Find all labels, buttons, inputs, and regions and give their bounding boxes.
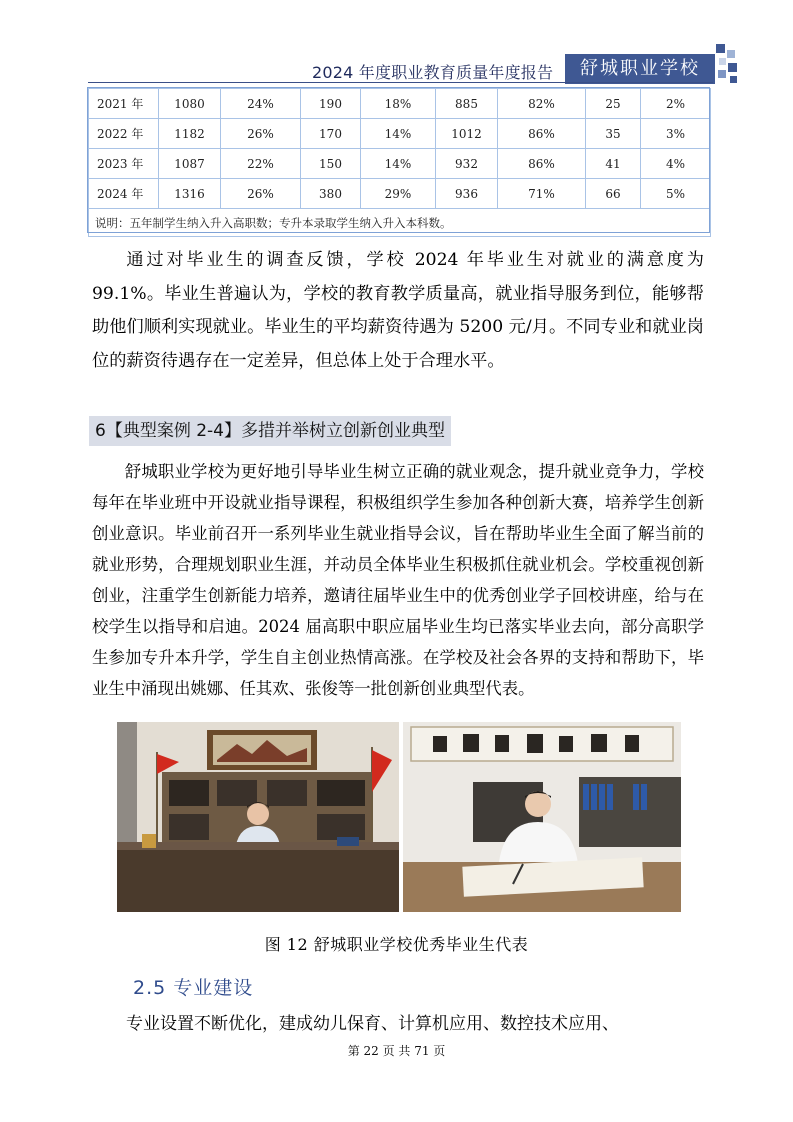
table-note: 说明：五年制学生纳入升入高职数；专升本录取学生纳入升入本科数。: [89, 209, 711, 237]
year-cell: 2023 年: [89, 149, 159, 179]
table-note-row: [89, 209, 711, 237]
graduate-destination-table: [88, 88, 711, 237]
decor-square: [718, 70, 726, 78]
case-paragraph: 舒城职业学校为更好地引导毕业生树立正确的就业观念，提升就业竞争力，学校每年在毕业班中开设就业指导课程，积极组织学生参加各种创新大赛，培养学生创新创业意识。毕业前召开一系列毕业生就业指导会议，旨在帮助毕业生全面了解当前的就业形势，合理规划职业生涯，并动员全体毕业生积极抓住就业机会。学校重视创新创业，注重学生创新能力培养，邀请往届毕业生中的优秀创业学子回校讲座，给与在校学生以指导和启迪。2024 届高职中职应届毕业生均已落实毕业去向，部分高职学生参加专升本升学，学生自主创业热情高涨。在学校及社会各界的支持和帮助下，毕业生中涌现出姚娜、任其欢、张俊等一批创新创业典型代表。: [92, 462, 704, 698]
table-cell: 380: [301, 179, 361, 209]
table-cell: 86%: [498, 149, 586, 179]
decor-square: [719, 58, 726, 65]
decor-square: [727, 50, 735, 58]
case-heading: 6【典型案例 2-4】多措并举树立创新创业典型: [89, 416, 451, 446]
table-cell: 66: [586, 179, 641, 209]
school-name-badge: 舒城职业学校: [565, 54, 715, 84]
report-title: 2024 年度职业教育质量年度报告: [312, 63, 554, 82]
figure-caption: 图 12 舒城职业学校优秀毕业生代表: [264, 935, 529, 954]
page-number: 第 22 页 共 71 页: [347, 1044, 446, 1058]
table-cell: 26%: [221, 179, 301, 209]
table-cell: 1080: [159, 89, 221, 119]
table-cell: 150: [301, 149, 361, 179]
table-cell: 26%: [221, 119, 301, 149]
table-cell: 5%: [641, 179, 711, 209]
table-cell: 1316: [159, 179, 221, 209]
table-cell: 1087: [159, 149, 221, 179]
year-cell: 2022 年: [89, 119, 159, 149]
table-cell: 936: [436, 179, 498, 209]
decor-square: [728, 63, 737, 72]
header-rule: [88, 82, 713, 83]
table-cell: 3%: [641, 119, 711, 149]
table-cell: 86%: [498, 119, 586, 149]
table-cell: 1182: [159, 119, 221, 149]
table-cell: 170: [301, 119, 361, 149]
table-cell: 24%: [221, 89, 301, 119]
table-cell: 1012: [436, 119, 498, 149]
table-cell: 25: [586, 89, 641, 119]
page-header: [0, 0, 793, 90]
table-cell: 932: [436, 149, 498, 179]
major-building-paragraph: 专业设置不断优化，建成幼儿保育、计算机应用、数控技术应用、: [126, 1014, 619, 1034]
table-cell: 29%: [361, 179, 436, 209]
graduate-photo-signing: [403, 722, 681, 912]
table-cell: 71%: [498, 179, 586, 209]
table-cell: 82%: [498, 89, 586, 119]
table-row: [89, 89, 711, 119]
year-cell: 2021 年: [89, 89, 159, 119]
table-cell: 190: [301, 89, 361, 119]
table-cell: 41: [586, 149, 641, 179]
table-cell: 4%: [641, 149, 711, 179]
table-row: [89, 149, 711, 179]
table-cell: 22%: [221, 149, 301, 179]
satisfaction-paragraph: 通过对毕业生的调查反馈，学校 2024 年毕业生对就业的满意度为 99.1%。毕业生普遍认为，学校的教育教学质量高，就业指导服务到位，能够帮助他们顺利实现就业。毕业生的平均薪资待遇为 5200 元/月。不同专业和就业岗位的薪资待遇存在一定差异，但总体上处于合理水平。: [92, 250, 704, 371]
graduate-photo-office: [117, 722, 399, 912]
table-cell: 14%: [361, 119, 436, 149]
table-cell: 14%: [361, 149, 436, 179]
table-cell: 35: [586, 119, 641, 149]
decor-square: [716, 44, 725, 53]
table-cell: 18%: [361, 89, 436, 119]
table-row: [89, 179, 711, 209]
year-cell: 2024 年: [89, 179, 159, 209]
section-heading: 2.5 专业建设: [133, 977, 254, 999]
table-cell: 2%: [641, 89, 711, 119]
table-cell: 885: [436, 89, 498, 119]
table-row: [89, 119, 711, 149]
decor-square: [730, 76, 737, 83]
